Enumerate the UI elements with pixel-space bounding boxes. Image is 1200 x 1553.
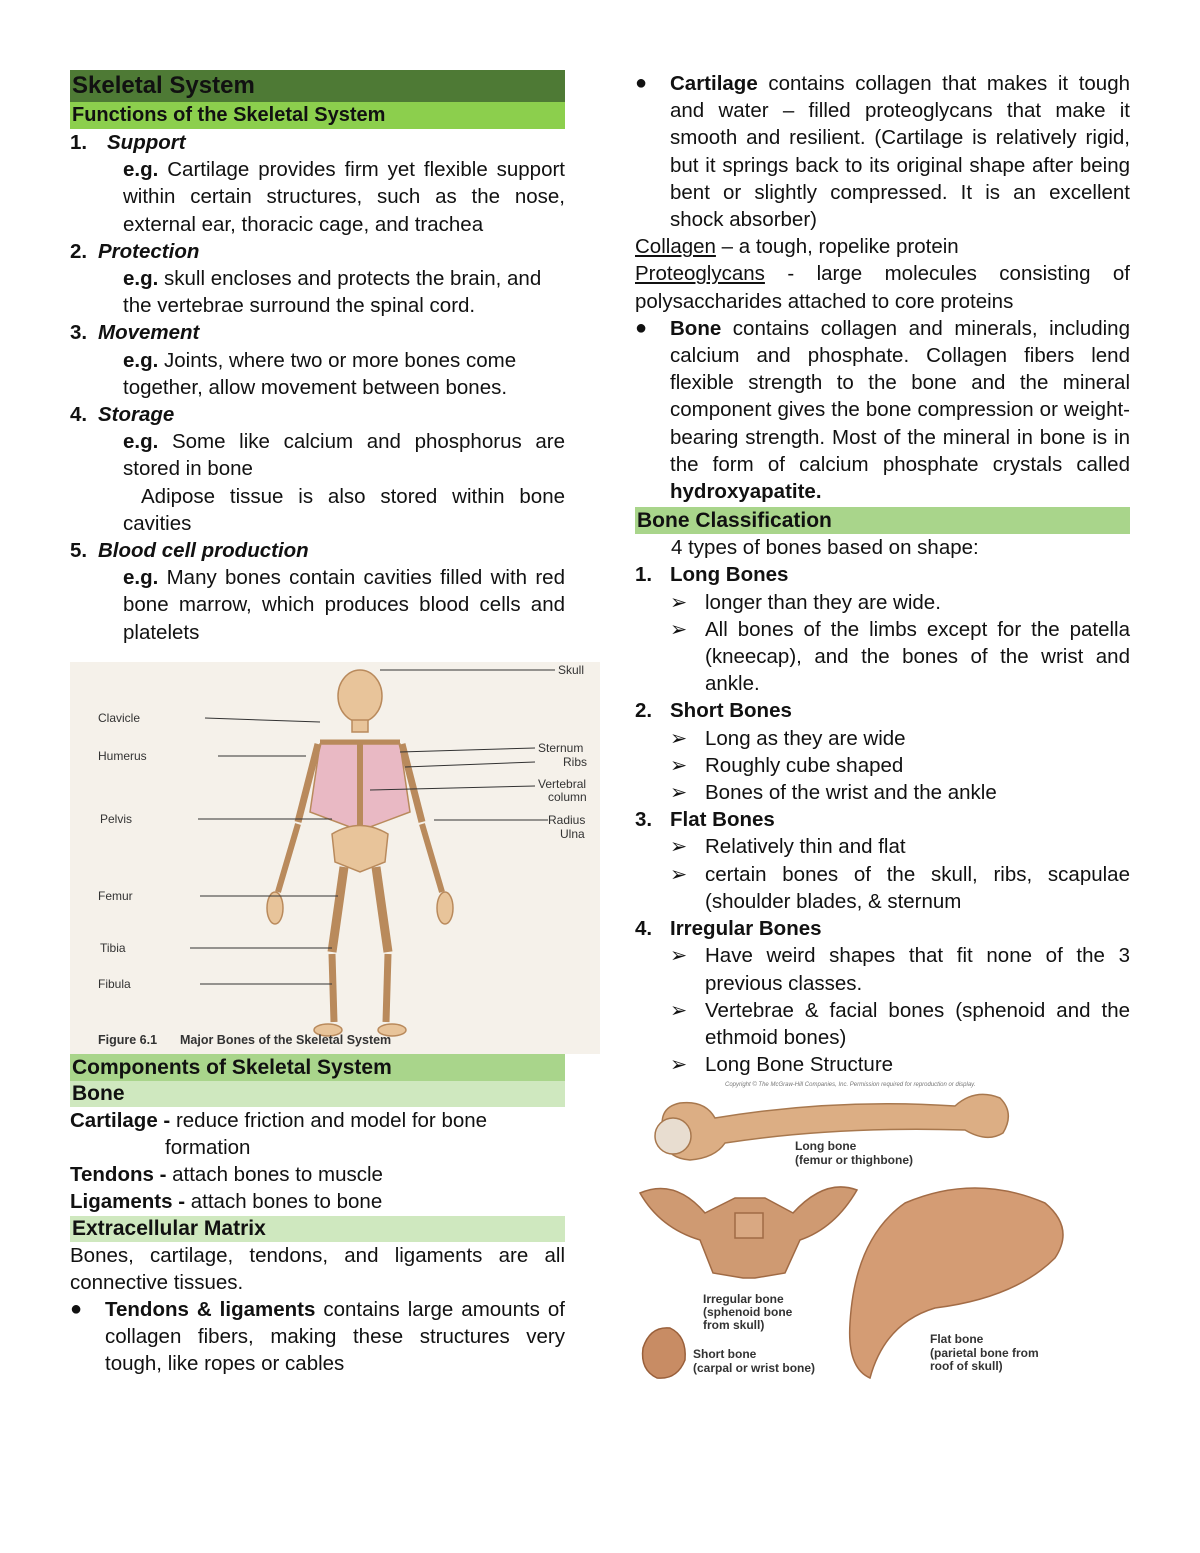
bone-type-item: ➢ Roughly cube shaped (635, 752, 1130, 779)
bone-type-item: ➢ All bones of the limbs except for the patella (kneecap), and the bones of the wrist and ankle. (635, 616, 1130, 698)
bone-type-item: ➢ Vertebrae & facial bones (sphenoid and the ethmoid bones) (635, 997, 1130, 1051)
label-vertebral: Vertebral (538, 776, 587, 791)
ecm-bullet: ● Tendons & ligaments contains large amounts of collagen fibers, making these structures very tough, like ropes or cables (70, 1296, 565, 1378)
bone-type-item: ➢ Relatively thin and flat (635, 833, 1130, 860)
function-example-cont: the vertebrae surround the spinal cord. (123, 294, 476, 318)
arrow-icon: ➢ (670, 617, 688, 641)
right-column (635, 70, 1130, 1390)
bone-type-item: ➢ certain bones of the skull, ribs, scapulae (shoulder blades, & sternum (635, 861, 1130, 915)
function-item: 1. Support (70, 131, 186, 154)
flat-bone-sub1: (parietal bone from (930, 1346, 1039, 1361)
figure-caption-number: Figure 6.1 (98, 1032, 158, 1047)
bone-type-item: ➢ longer than they are wide. (635, 589, 1130, 616)
label-ribs: Ribs (563, 754, 588, 769)
function-item: 4. Storage (70, 403, 175, 427)
flat-bone-label: Flat bone (930, 1332, 984, 1347)
arrow-icon: ➢ (670, 753, 688, 777)
function-example-cont: Adipose tissue is also stored within bone cavities (123, 484, 565, 535)
function-example: e.g. Some like calcium and phosphorus are stored in bone (123, 430, 565, 481)
arrow-icon: ➢ (670, 726, 688, 750)
bone-type: 4. Irregular Bones (635, 917, 822, 941)
label-clavicle: Clavicle (98, 710, 141, 725)
label-radius: Radius (548, 812, 586, 827)
skeleton-drawing (267, 670, 453, 1036)
long-bone-sub: (femur or thighbone) (795, 1153, 913, 1168)
component-item-cont: formation (165, 1136, 251, 1160)
collagen-definition: Collagen – a tough, ropelike protein (635, 235, 959, 259)
irregular-bone-label: Irregular bone (703, 1292, 784, 1307)
component-item: Cartilage - reduce friction and model for bone (70, 1108, 488, 1132)
bone-type-item: ➢ Have weird shapes that fit none of the 3 previous classes. (635, 942, 1130, 996)
function-example: e.g. skull encloses and protects the brain, and (123, 267, 542, 291)
ecm-heading: Extracellular Matrix (70, 1216, 565, 1242)
label-sternum: Sternum (538, 740, 584, 755)
short-bone-label: Short bone (693, 1347, 757, 1362)
label-column: column (548, 789, 587, 804)
left-column (70, 70, 588, 1378)
function-example: e.g. Cartilage provides firm yet flexible support within certain structures, such as the nose, external ear, thoracic cage, and trachea (123, 158, 565, 236)
ecm-text: Bones, cartilage, tendons, and ligaments are all connective tissues. (70, 1243, 565, 1294)
label-skull: Skull (558, 662, 585, 677)
arrow-icon: ➢ (670, 781, 688, 805)
label-femur: Femur (98, 888, 133, 903)
flat-bone-sub2: roof of skull) (930, 1359, 1003, 1374)
component-item: Ligaments - attach bones to bone (70, 1190, 383, 1214)
function-example: e.g. Many bones contain cavities filled with red bone marrow, which produces blood cells and platelets (123, 566, 565, 644)
function-example: e.g. Joints, where two or more bones come (123, 348, 517, 372)
bone-type-item: ➢ Long as they are wide (635, 725, 1130, 752)
bone-bullet: ● Bone contains collagen and minerals, including calcium and phosphate. Collagen fibers lend flexible strength to the bone and the mineral component gives the bone compression or weight-bearing strength. Most of the mineral in bone is in the form of calcium phosphate crystals called hydroxyapatite. (635, 315, 1130, 505)
arrow-icon: ➢ (670, 590, 688, 614)
long-bone-label: Long bone (795, 1139, 857, 1154)
label-pelvis: Pelvis (100, 811, 133, 826)
page-title: Skeletal System (70, 70, 565, 102)
irregular-bone-sub1: (sphenoid bone (703, 1305, 793, 1320)
bone-type-item: ➢ Bones of the wrist and the ankle (635, 779, 1130, 806)
proteoglycans-definition: Proteoglycans - large molecules consisting of polysaccharides attached to core proteins (635, 262, 1130, 313)
bone-type: 3. Flat Bones (635, 808, 775, 832)
figure-caption: Major Bones of the Skeletal System (180, 1032, 392, 1047)
arrow-icon: ➢ (670, 835, 688, 859)
classification-heading: Bone Classification (635, 507, 1130, 534)
component-item: Tendons - attach bones to muscle (70, 1163, 383, 1187)
label-humerus: Humerus (98, 748, 147, 763)
arrow-icon: ➢ (670, 944, 688, 968)
bullet-icon: ● (635, 72, 648, 94)
bone-type: 1. Long Bones (635, 563, 789, 587)
short-bone-drawing (643, 1328, 686, 1378)
function-item: 5. Blood cell production (70, 539, 309, 563)
bullet-icon: ● (635, 316, 648, 339)
arrow-icon: ➢ (670, 998, 688, 1022)
function-item: 2. Protection (70, 239, 200, 263)
function-item: 3. Movement (70, 321, 200, 345)
cartilage-bullet: ● Cartilage contains collagen that makes it tough and water – filled proteoglycans that make it smooth and resilient. (Cartilage is relatively rigid, but it springs back to its original shape after being bent or slightly compressed. It is an excellent shock absorber) (635, 70, 1130, 233)
irregular-bone-sub2: from skull) (703, 1318, 765, 1333)
label-ulna: Ulna (560, 826, 585, 841)
bone-type: 2. Short Bones (635, 699, 792, 723)
irregular-bone-drawing (640, 1187, 857, 1278)
components-heading: Components of Skeletal System (70, 1054, 565, 1081)
figure-copyright: Copyright © The McGraw-Hill Companies, Inc. Permission required for reproduction or display. (725, 1082, 976, 1089)
short-bone-sub: (carpal or wrist bone) (693, 1361, 816, 1376)
label-tibia: Tibia (100, 940, 126, 955)
label-fibula: Fibula (98, 976, 131, 991)
arrow-icon: ➢ (670, 1053, 688, 1077)
arrow-icon: ➢ (670, 862, 688, 886)
function-example-cont: together, allow movement between bones. (123, 375, 508, 399)
classification-intro: 4 types of bones based on shape: (671, 536, 979, 560)
bullet-icon: ● (70, 1298, 83, 1321)
bone-type-item: ➢ Long Bone Structure (635, 1051, 1130, 1078)
bone-heading: Bone (70, 1081, 565, 1107)
skeleton-figure (70, 662, 600, 1054)
bone-shapes-figure (635, 1078, 1130, 1390)
functions-heading: Functions of the Skeletal System (70, 102, 565, 129)
